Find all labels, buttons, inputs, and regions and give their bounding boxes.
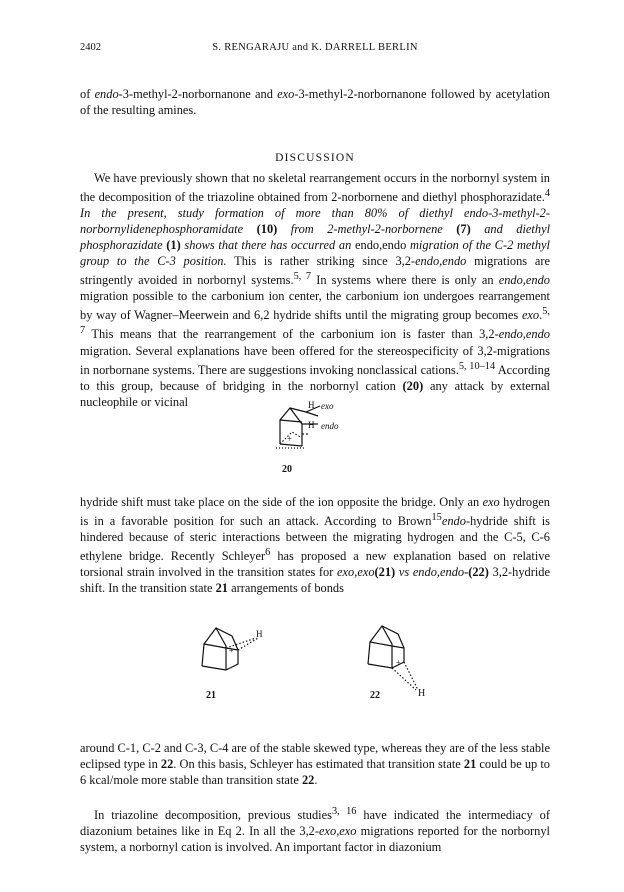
structure-20-label: 20 — [282, 464, 292, 475]
cation-charge: + — [396, 658, 401, 667]
endo-label: endo — [321, 421, 339, 431]
hydrogen-atom-label: H — [256, 629, 263, 639]
hydrogen-atom-label: H — [308, 400, 315, 410]
page-number: 2402 — [80, 42, 101, 53]
structure-22 — [360, 612, 450, 696]
section-heading: DISCUSSION — [275, 152, 355, 164]
structure-20 — [262, 398, 382, 458]
discussion-paragraph-1: We have previously shown that no skeletal rearrangement occurs in the norbornyl system in the decomposition of the triazoline obtained from 2-norbornene and diethyl phosphorazidate.$^4$ In the present, study formation of more than 80% of diethyl endo-3-methyl-2-norbornylidenephosphoramidate (10) from 2-methyl-2-norbornene (7) and diethyl phosphorazidate (1) shows that there has occurred an endo,endo migration of the C-2 methyl group to the C-3 position. This is rather striking since 3,2-endo,endo migrations are stringently avoided in norbornyl systems.$^{5, 7}$ In systems where there is only an endo,endo migration possible to the carbonium ion center, the carbonium ion undergoes rearrangement by way of Wagner–Meerwein and 6,2 hydride shifts until the migrating group becomes exo.$^{5, 7}$ This means that the rearrangement of the carbonium ion is faster than 3,2-endo,endo migration. Several explanations have been offered for the stereospecificity of 3,2-migrations in norbornane systems. There are suggestions invoking nonclassical cations.$^{5, 10-14}$ According to this group, because of bridging in the norbornyl cation (20) any attack by external nucleophile or vicinal — [80, 171, 551, 409]
structure-21-label: 21 — [206, 690, 216, 701]
discussion-paragraph-3: around C-1, C-2 and C-3, C-4 are of the stable skewed type, whereas they are of the less stable eclipsed type in 22. On this basis, Schleyer has estimated that transition state 21 could be up to 6 kcal/mole more stable than transition state 22. — [80, 741, 550, 787]
cation-charge: + — [287, 434, 293, 444]
hydrogen-atom-label: H — [308, 420, 315, 430]
cation-charge: + — [229, 646, 234, 655]
running-authors: S. RENGARAJU and K. DARRELL BERLIN — [212, 42, 418, 53]
structure-21 — [196, 620, 286, 680]
intro-paragraph: of endo-3-methyl-2-norbornanone and exo-3-methyl-2-norbornanone followed by acetylation of the resulting amines. — [80, 87, 550, 117]
running-header — [80, 42, 550, 58]
structure-22-label: 22 — [370, 690, 380, 701]
exo-label: exo — [321, 401, 334, 411]
hydrogen-atom-label: H — [418, 688, 426, 699]
discussion-paragraph-2: hydride shift must take place on the side of the ion opposite the bridge. Only an exo hydrogen is in a favorable position for such an attack. According to Brown$^{15}$endo-hydride shift is hindered because of steric interactions between the migrating hydrogen and the C-5, C-6 ethylene bridge. Recently Schleyer$^6$ has proposed a new explanation based on relative torsional strain involved in the transition states for exo,exo(21) vs endo,endo-(22) 3,2-hydride shift. In the transition state 21 arrangements of bonds — [80, 495, 551, 596]
discussion-paragraph-4: In triazoline decomposition, previous studies$^{3, 16}$ have indicated the intermediacy of diazonium betaines like in Eq 2. In all the 3,2-exo,exo migrations reported for the norbornyl system, a norbornyl cation is involved. An important factor in diazonium — [80, 806, 550, 855]
